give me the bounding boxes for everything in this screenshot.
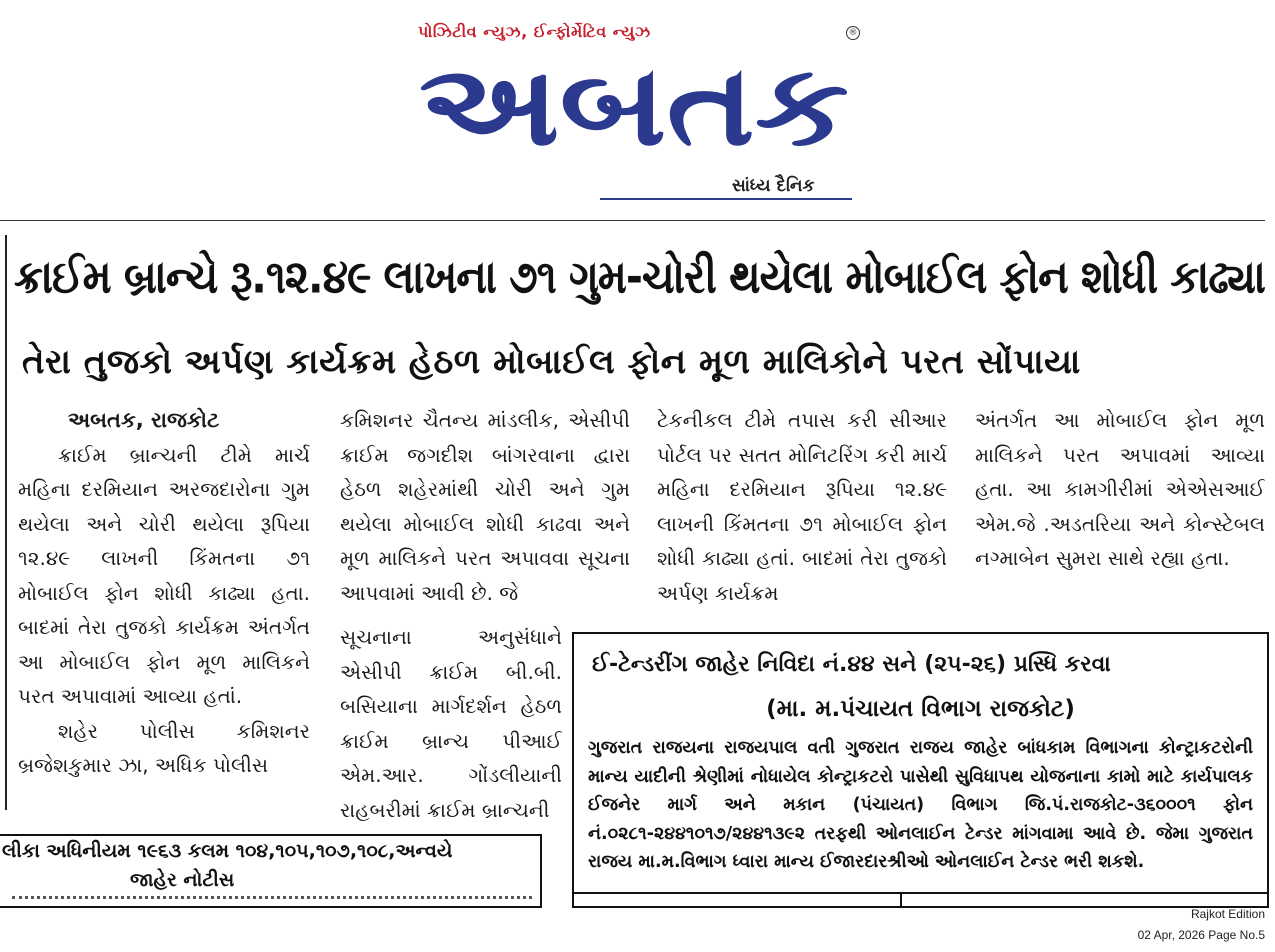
svg-text:અબતક: અબતક [419, 44, 849, 162]
masthead-tagline: પોઝિટીવ ન્યુઝ, ઈન્ફોર્મેટિવ ન્યુઝ [418, 22, 651, 41]
article-paragraph: ક્રાઈમ બ્રાન્ચની ટીમે માર્ચ મહિના દરમિયાન અરજદારોના ગુમ થયેલા અને ચોરી થયેલા રૂપિયા ૧૨.૪૯ લાખની કિંમતના ૭૧ મોબાઈલ ફોન શોધી કાઢ્યા હતા. બાદમાં તેરા તુજકો કાર્યક્રમ અંતર્ગત આ મોબાઈલ ફોન મૂળ માલિકને પરત અપાવામાં આવ્યા હતાં. [18, 442, 310, 708]
masthead-divider [0, 220, 1265, 221]
tender-table-rule [574, 892, 1267, 894]
tender-notice-box [572, 632, 1269, 908]
article-column-3 [657, 403, 947, 613]
masthead-underline [600, 198, 852, 200]
notice-truncated-text [12, 896, 532, 902]
notice-title: જાહેર નોટીસ [130, 869, 235, 891]
article-column-1 [18, 403, 310, 813]
public-notice-box [0, 834, 542, 908]
column-rule [5, 235, 7, 810]
masthead-subbrand: સાંધ્ય દૈનિક [732, 176, 815, 196]
notice-act-line: લીકા અધિનીયમ ૧૯૬૩ કલમ ૧૦૪,૧૦૫,૧૦૭,૧૦૮,અન્વયે [2, 840, 453, 862]
edition-label: Rajkot Edition [1190, 907, 1265, 921]
page-info: 02 Apr, 2026 Page No.5 [1137, 928, 1265, 942]
article-paragraph: કમિશનર ચૈતન્ય માંડલીક, એસીપી ક્રાઈમ જગદીશ બાંગરવાના દ્વારા હેઠળ શહેરમાંથી ચોરી અને ગુમ થયેલા મોબાઈલ શોધી કાઢવા અને મૂળ માલિકને પરત અપાવવા સૂચના આપવામાં આવી છે. જે [340, 408, 630, 605]
tender-title: ઈ-ટેન્ડરીંગ જાહેર નિવિદા નં.૪૪ સને (૨૫-૨૬) પ્રસ્ધિ કરવા [592, 652, 1111, 677]
registered-trademark-icon: ® [846, 26, 860, 40]
newspaper-logo [414, 44, 854, 162]
tender-body: ગુજરાત રાજયના રાજયપાલ વતી ગુજરાત રાજય જાહેર બાંધકામ વિભાગના કોન્ટ્રાકટરોની માન્ય યાદીની શ્રેણીમાં નોધાયેલ કોન્ટ્રાકટરો પાસેથી સુવિધાપથ યોજનાના કામો માટે કાર્યપાલક ઈજનેર માર્ગ અને મકાન (પંચાયત) વિભાગ જિ.પં.રાજકોટ-૩૬૦૦૦૧ ફોન નં.૦૨૮૧-૨૪૪૧૦૧૭/૨૪૪૧૩૯૨ તરફથી ઓનલાઈન ટેન્ડર માંગવામા આવે છે. જેમા ગુજરાત રાજય મા.મ.વિભાગ ધ્વારા માન્ય ઈજારદારશ્રીઓ ઓનલાઈન ટેન્ડર ભરી શકશે. [588, 738, 1253, 872]
article-dateline: અબતક, રાજકોટ [68, 408, 220, 432]
article-column-4 [975, 403, 1265, 613]
article-subheadline: તેરા તુજકો અર્પણ કાર્યક્રમ હેઠળ મોબાઈલ ફોન મૂળ માલિકોને પરત સોંપાયા [22, 342, 1081, 382]
tender-subtitle: (મા. મ.પંચાયત વિભાગ રાજકોટ) [766, 696, 1075, 722]
article-paragraph: ટેકનીકલ ટીમે તપાસ કરી સીઆર પોર્ટલ પર સતત મોનિટરિંગ કરી માર્ચ મહિના દરમિયાન રૂપિયા ૧૨.૪૯ લાખની કિંમતના ૭૧ મોબાઈલ ફોન શોધી કાઢ્યા હતાં. બાદમાં તેરા તુજકો અર્પણ કાર્યક્રમ [657, 408, 947, 605]
article-paragraph: સૂચનાના અનુસંધાને એસીપી ક્રાઈમ બી.બી. બસિયાના માર્ગદર્શન હેઠળ ક્રાઈમ બ્રાન્ચ પીઆઈ એમ.આર. ગોંડલીયાની રાહબરીમાં ક્રાઈમ બ્રાન્ચની [340, 625, 562, 822]
article-column-2-continued [340, 620, 562, 830]
masthead [0, 0, 1275, 220]
article-column-2 [340, 403, 630, 613]
article-headline: ક્રાઈમ બ્રાન્ચે રૂ.૧૨.૪૯ લાખના ૭૧ ગુમ-ચોરી થયેલા મોબાઈલ ફોન શોધી કાઢ્યા [14, 250, 1265, 304]
tender-table-divider [900, 892, 902, 906]
article-paragraph: શહેર પોલીસ કમિશનર બ્રજેશકુમાર ઝા, અધિક પોલીસ [18, 718, 310, 777]
article-paragraph: અંતર્ગત આ મોબાઈલ ફોન મૂળ માલિકને પરત અપાવમાં આવ્યા હતા. આ કામગીરીમાં એએસઆઈ એમ.જે .અડતરિયા અને કોન્સ્ટેબલ નગ્માબેન સુમરા સાથે રહ્યા હતા. [975, 408, 1265, 570]
